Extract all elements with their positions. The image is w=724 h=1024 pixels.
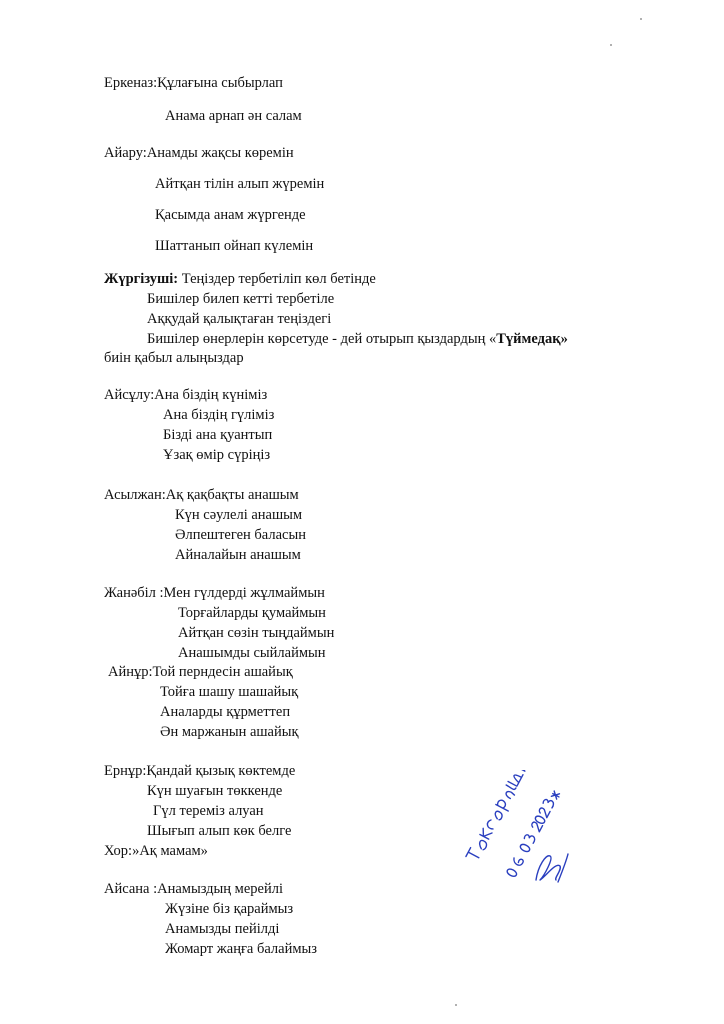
text-line: Айнұр:Той перндесін ашайық bbox=[108, 664, 293, 680]
text-line: Аналарды құрметтеп bbox=[160, 704, 291, 720]
text-line: Жүзіне біз қараймыз bbox=[165, 901, 294, 917]
text-line: Жомарт жаңға балаймыз bbox=[165, 941, 318, 957]
text-line: Хор:»Ақ мамам» bbox=[104, 843, 208, 859]
text-line: Күн шуағын төккенде bbox=[147, 783, 283, 799]
text-line: Асылжан:Ақ қақбақты анашым bbox=[104, 487, 299, 503]
text-segment: Бишілер өнерлерін көрсетуде - дей отырып қыздардың « bbox=[147, 331, 497, 347]
text-line: Шығып алып көк белге bbox=[147, 823, 292, 839]
text-line: Жанәбіл :Мен гүлдерді жұлмаймын bbox=[104, 585, 325, 601]
text-line: Қасымда анам жүргенде bbox=[155, 207, 306, 223]
text-line: Ұзақ өмір сүріңіз bbox=[163, 447, 271, 463]
scan-speck bbox=[640, 18, 642, 20]
text-line: Айару:Анамды жақсы көремін bbox=[104, 145, 294, 161]
text-line bbox=[147, 330, 568, 348]
text-line: Тойға шашу шашайық bbox=[160, 684, 299, 700]
text-line: Еркеназ:Құлағына сыбырлап bbox=[104, 75, 283, 91]
text-line: Шаттанып ойнап күлемін bbox=[155, 238, 314, 254]
text-line: Анамызды пейілді bbox=[165, 921, 280, 937]
scan-speck bbox=[455, 1004, 457, 1006]
handwritten-signature bbox=[440, 770, 580, 890]
text-line: Айтқан тілін алып жүремін bbox=[155, 176, 325, 192]
text-line: Торғайларды қумаймын bbox=[178, 605, 326, 621]
text-line: Бишілер билеп кетті тербетіле bbox=[147, 291, 335, 307]
scan-speck bbox=[610, 44, 612, 46]
text-segment: Теңіздер тербетіліп көл бетінде bbox=[178, 271, 376, 287]
text-line: Әлпештеген баласын bbox=[175, 527, 306, 543]
text-line: Анашымды сыйлаймын bbox=[178, 645, 326, 661]
text-line: Ана біздің гүліміз bbox=[163, 407, 275, 423]
text-line: Ән маржанын ашайық bbox=[160, 724, 299, 740]
text-line: Анама арнап ән салам bbox=[165, 108, 302, 124]
text-line: Айтқан сөзін тыңдаймын bbox=[178, 625, 335, 641]
text-line: Аққудай қалықтаған теңіздегі bbox=[147, 311, 332, 327]
text-line: биін қабыл алыңыздар bbox=[104, 350, 244, 366]
text-line: Бізді ана қуантып bbox=[163, 427, 273, 443]
text-line bbox=[104, 270, 376, 288]
dance-title: Түймедақ» bbox=[496, 331, 568, 347]
text-line: Ернұр:Қандай қызық көктемде bbox=[104, 763, 296, 779]
text-line: Айналайын анашым bbox=[175, 547, 301, 563]
speaker-label: Жүргізуші: bbox=[104, 271, 179, 287]
text-line: Күн сәулелі анашым bbox=[175, 507, 303, 523]
text-line: Гүл тереміз алуан bbox=[153, 803, 264, 819]
text-line: Айсана :Анамыздың мерейлі bbox=[104, 881, 284, 897]
text-line: Айсұлу:Ана біздің күніміз bbox=[104, 387, 268, 403]
